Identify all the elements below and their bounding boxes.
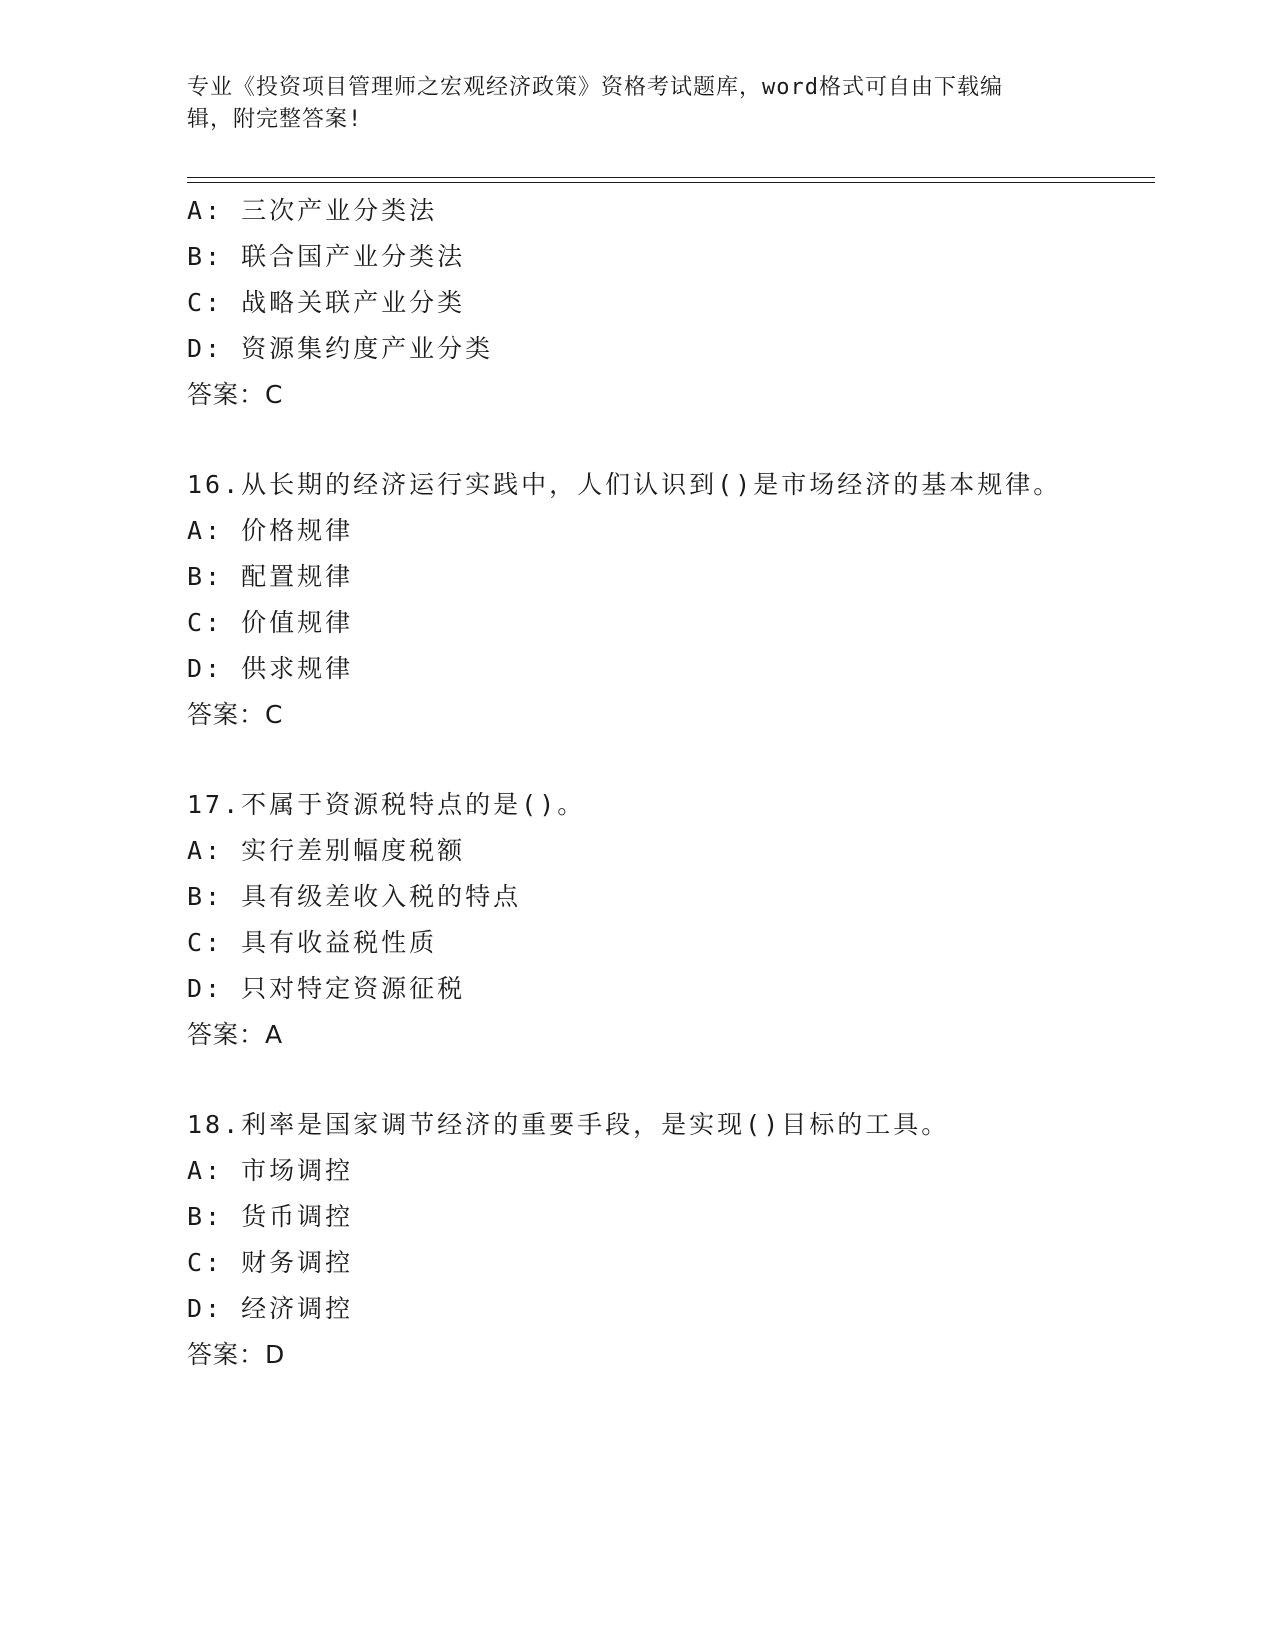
question-text: 17.不属于资源税特点的是()。 [187, 790, 586, 819]
option-c: C: 财务调控 [187, 1248, 354, 1277]
question-text: 18.利率是国家调节经济的重要手段，是实现()目标的工具。 [187, 1110, 950, 1139]
option-b: B: 配置规律 [187, 562, 354, 591]
option-a: A: 三次产业分类法 [187, 196, 438, 225]
option-d: D: 只对特定资源征税 [187, 974, 466, 1003]
option-b: B: 具有级差收入税的特点 [187, 882, 522, 911]
question-text: 16.从长期的经济运行实践中，人们认识到()是市场经济的基本规律。 [187, 470, 1062, 499]
answer: 答案：C [187, 700, 284, 729]
header-divider-bottom [187, 182, 1155, 183]
option-c: C: 具有收益税性质 [187, 928, 438, 957]
spacer [187, 1058, 1147, 1102]
option-d: D: 资源集约度产业分类 [187, 334, 494, 363]
option-a: A: 市场调控 [187, 1156, 354, 1185]
option-c: C: 价值规律 [187, 608, 354, 637]
option-d: D: 经济调控 [187, 1294, 354, 1323]
option-a: A: 实行差别幅度税额 [187, 836, 466, 865]
question-block-15 [187, 188, 1147, 418]
option-b: B: 联合国产业分类法 [187, 242, 466, 271]
option-b: B: 货币调控 [187, 1202, 354, 1231]
option-d: D: 供求规律 [187, 654, 354, 683]
header-divider-top [187, 177, 1155, 178]
option-a: A: 价格规律 [187, 516, 354, 545]
document-header [187, 72, 1087, 136]
answer: 答案：D [187, 1340, 286, 1369]
answer: 答案：C [187, 380, 284, 409]
question-block-18 [187, 1102, 1147, 1378]
header-line-1: 专业《投资项目管理师之宏观经济政策》资格考试题库，word格式可自由下载编 [187, 75, 1003, 100]
question-list [187, 188, 1147, 1378]
question-block-17 [187, 782, 1147, 1058]
option-c: C: 战略关联产业分类 [187, 288, 466, 317]
spacer [187, 418, 1147, 462]
spacer [187, 738, 1147, 782]
question-block-16 [187, 462, 1147, 738]
header-line-2: 辑，附完整答案! [187, 107, 363, 132]
answer: 答案：A [187, 1020, 284, 1049]
